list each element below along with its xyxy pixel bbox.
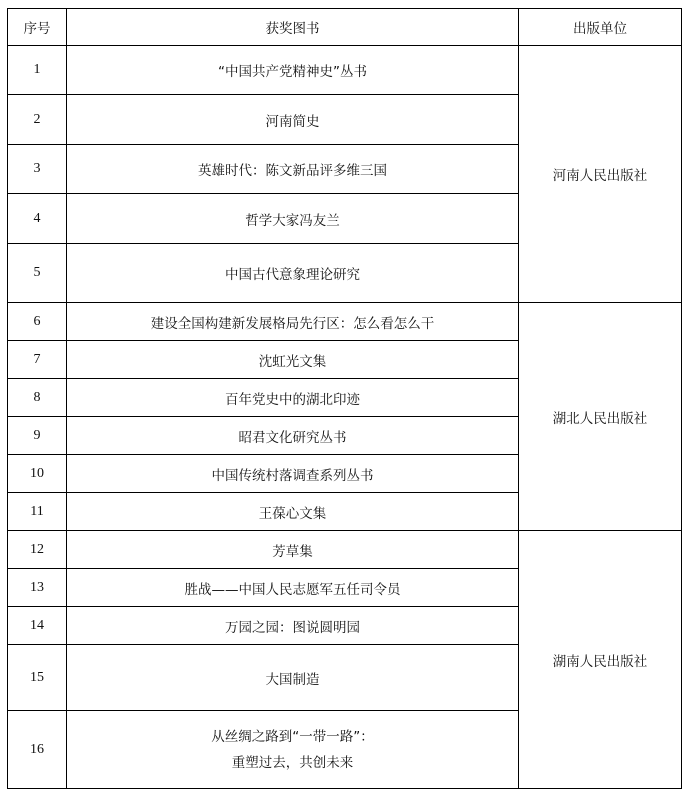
book-title: 建设全国构建新发展格局先行区：怎么看怎么干: [67, 303, 519, 341]
book-title: 沈虹光文集: [67, 341, 519, 379]
book-title: 中国传统村落调查系列丛书: [67, 455, 519, 493]
header-no: 序号: [8, 9, 67, 46]
row-no: 6: [8, 303, 67, 341]
book-title: 昭君文化研究丛书: [67, 417, 519, 455]
book-title: 英雄时代：陈文新品评多维三国: [67, 145, 519, 194]
publisher-cell: 湖南人民出版社: [519, 531, 682, 789]
book-title: 哲学大家冯友兰: [67, 194, 519, 244]
row-no: 7: [8, 341, 67, 379]
row-no: 8: [8, 379, 67, 417]
row-no: 11: [8, 493, 67, 531]
row-no: 15: [8, 645, 67, 711]
row-no: 14: [8, 607, 67, 645]
table-row: [8, 46, 682, 95]
row-no: 12: [8, 531, 67, 569]
book-title: 胜战——中国人民志愿军五任司令员: [67, 569, 519, 607]
book-title: 万园之园：图说圆明园: [67, 607, 519, 645]
header-publisher: 出版单位: [519, 9, 682, 46]
book-title: 河南简史: [67, 95, 519, 145]
row-no: 10: [8, 455, 67, 493]
row-no: 1: [8, 46, 67, 95]
book-title: 百年党史中的湖北印迹: [67, 379, 519, 417]
row-no: 9: [8, 417, 67, 455]
publisher-cell: 河南人民出版社: [519, 46, 682, 303]
row-no: 2: [8, 95, 67, 145]
book-title-line1: 从丝绸之路到“一带一路”：: [211, 728, 374, 745]
book-title: [67, 711, 519, 789]
book-title-line2: 重塑过去，共创未来: [231, 754, 354, 771]
book-title: 大国制造: [67, 645, 519, 711]
book-title: “中国共产党精神史”丛书: [67, 46, 519, 95]
row-no: 5: [8, 244, 67, 303]
award-books-table: [7, 8, 682, 789]
book-title: 芳草集: [67, 531, 519, 569]
row-no: 13: [8, 569, 67, 607]
table-row: [8, 531, 682, 569]
row-no: 3: [8, 145, 67, 194]
row-no: 16: [8, 711, 67, 789]
row-no: 4: [8, 194, 67, 244]
publisher-cell: 湖北人民出版社: [519, 303, 682, 531]
book-title: 王葆心文集: [67, 493, 519, 531]
table-header-row: [8, 9, 682, 46]
header-book: 获奖图书: [67, 9, 519, 46]
book-title: 中国古代意象理论研究: [67, 244, 519, 303]
table-row: [8, 303, 682, 341]
